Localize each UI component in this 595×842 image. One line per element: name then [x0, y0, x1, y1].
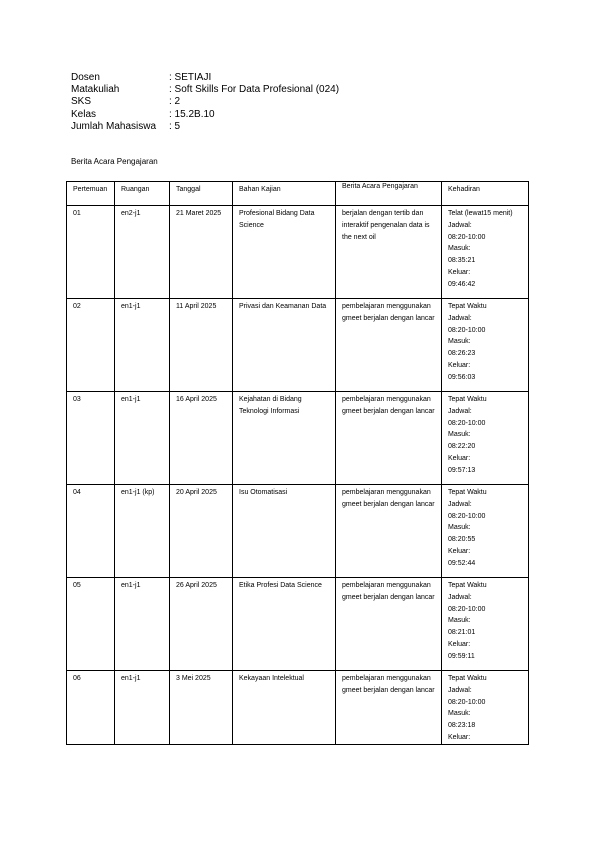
kehadiran-status: Tepat Waktu: [448, 489, 487, 496]
cell-berita-acara: pembelajaran menggunakan gmeet berjalan dengan lancar: [336, 578, 442, 671]
kehadiran-status: Tepat Waktu: [448, 582, 487, 589]
kehadiran-line: 08:35:21: [448, 257, 476, 265]
kehadiran-line: 08:26:23: [448, 350, 476, 358]
kehadiran-line: 08:20:55: [448, 536, 476, 544]
kehadiran-line: 08:20-10:00: [448, 419, 486, 427]
cell-ruangan: en2-j1: [115, 206, 170, 299]
table-row: [67, 299, 529, 392]
kehadiran-line: 08:21:01: [448, 629, 476, 637]
kehadiran-line: Keluar:: [448, 268, 471, 276]
cell-kehadiran: [442, 485, 529, 578]
info-label: Matakuliah: [71, 84, 120, 96]
kehadiran-line: Jadwal:: [448, 314, 472, 322]
cell-tanggal: 20 April 2025: [170, 485, 233, 578]
cell-bahan-kajian: Kekayaan Intelektual: [233, 671, 336, 745]
cell-bahan-kajian: Privasi dan Keamanan Data: [233, 299, 336, 392]
kehadiran-line: Masuk:: [448, 245, 471, 253]
header-pertemuan: Pertemuan: [67, 182, 115, 206]
cell-bahan-kajian: Profesional Bidang Data Science: [233, 206, 336, 299]
cell-tanggal: 16 April 2025: [170, 392, 233, 485]
cell-kehadiran: [442, 206, 529, 299]
kehadiran-line: 08:20-10:00: [448, 326, 486, 334]
cell-bahan-kajian: Etika Profesi Data Science: [233, 578, 336, 671]
cell-berita-acara: berjalan dengan tertib dan interaktif pengenalan data is the next oil: [336, 206, 442, 299]
table-row: [67, 485, 529, 578]
kehadiran-status: Tepat Waktu: [448, 396, 487, 403]
kehadiran-line: Jadwal:: [448, 593, 472, 601]
kehadiran-line: 08:20-10:00: [448, 605, 486, 613]
kehadiran-line: Masuk:: [448, 431, 471, 439]
info-label: SKS: [71, 96, 92, 108]
kehadiran-line: Keluar:: [448, 454, 471, 462]
kehadiran-line: Jadwal:: [448, 407, 472, 415]
cell-pertemuan: 03: [67, 392, 115, 485]
cell-berita-acara: pembelajaran menggunakan gmeet berjalan dengan lancar: [336, 392, 442, 485]
kehadiran-line: Jadwal:: [448, 500, 472, 508]
kehadiran-line: Keluar:: [448, 547, 471, 555]
header-tanggal: Tanggal: [170, 182, 233, 206]
kehadiran-line: 09:46:42: [448, 280, 476, 288]
cell-pertemuan: 05: [67, 578, 115, 671]
cell-pertemuan: 04: [67, 485, 115, 578]
table-header-row: [67, 182, 529, 206]
cell-ruangan: en1-j1: [115, 671, 170, 745]
info-value: : 5: [169, 120, 181, 132]
kehadiran-line: 09:56:03: [448, 373, 476, 381]
info-row-dosen: [71, 72, 339, 84]
table-row: [67, 206, 529, 299]
cell-tanggal: 21 Maret 2025: [170, 206, 233, 299]
kehadiran-line: 08:20-10:00: [448, 698, 486, 706]
info-row-jumlah-mahasiswa: [71, 121, 339, 133]
info-label: Dosen: [71, 72, 100, 83]
cell-pertemuan: 06: [67, 671, 115, 745]
table-row: [67, 671, 529, 745]
cell-kehadiran: [442, 578, 529, 671]
kehadiran-line: Jadwal:: [448, 686, 472, 694]
info-value: : Soft Skills For Data Profesional (024): [169, 84, 340, 96]
cell-pertemuan: 02: [67, 299, 115, 392]
kehadiran-line: 09:57:13: [448, 466, 476, 474]
info-row-sks: [71, 96, 339, 108]
kehadiran-status: Tepat Waktu: [448, 303, 487, 310]
kehadiran-line: Jadwal:: [448, 221, 472, 229]
cell-berita-acara: pembelajaran menggunakan gmeet berjalan dengan lancar: [336, 671, 442, 745]
info-value: : SETIAJI: [169, 72, 212, 83]
kehadiran-line: 08:23:18: [448, 722, 476, 730]
kehadiran-status: Tepat Waktu: [448, 675, 487, 682]
header-ruangan: Ruangan: [115, 182, 170, 206]
kehadiran-line: Keluar:: [448, 361, 471, 369]
header-kehadiran: Kehadiran: [442, 182, 529, 206]
kehadiran-line: 08:20-10:00: [448, 233, 486, 241]
berita-acara-table: [66, 181, 529, 745]
info-value: : 15.2B.10: [169, 108, 215, 120]
kehadiran-line: Masuk:: [448, 524, 471, 532]
header-berita-acara: Berita Acara Pengajaran: [336, 182, 442, 206]
cell-pertemuan: 01: [67, 206, 115, 299]
cell-kehadiran: [442, 299, 529, 392]
section-title: Berita Acara Pengajaran: [71, 157, 158, 166]
kehadiran-line: 09:52:44: [448, 559, 476, 567]
cell-tanggal: 26 April 2025: [170, 578, 233, 671]
kehadiran-line: Masuk:: [448, 338, 471, 346]
info-row-matakuliah: [71, 84, 339, 96]
cell-ruangan: en1-j1: [115, 299, 170, 392]
info-row-kelas: [71, 109, 339, 121]
cell-kehadiran: [442, 671, 529, 745]
course-info: [71, 72, 339, 133]
cell-bahan-kajian: Kejahatan di Bidang Teknologi Informasi: [233, 392, 336, 485]
header-bahan-kajian: Bahan Kajian: [233, 182, 336, 206]
cell-ruangan: en1-j1 (kp): [115, 485, 170, 578]
table-row: [67, 578, 529, 671]
info-value: : 2: [169, 96, 181, 108]
kehadiran-line: 09:59:11: [448, 652, 475, 660]
cell-kehadiran: [442, 392, 529, 485]
kehadiran-line: Masuk:: [448, 710, 471, 718]
cell-berita-acara: pembelajaran menggunakan gmeet berjalan dengan lancar: [336, 485, 442, 578]
kehadiran-status: Telat (lewat15 menit): [448, 210, 513, 217]
cell-berita-acara: pembelajaran menggunakan gmeet berjalan dengan lancar: [336, 299, 442, 392]
kehadiran-line: Masuk:: [448, 617, 471, 625]
info-label: Jumlah Mahasiswa: [71, 120, 157, 132]
table-row: [67, 392, 529, 485]
cell-tanggal: 3 Mei 2025: [170, 671, 233, 745]
kehadiran-line: 08:20-10:00: [448, 512, 486, 520]
cell-ruangan: en1-j1: [115, 578, 170, 671]
info-label: Kelas: [71, 108, 97, 120]
cell-bahan-kajian: Isu Otomatisasi: [233, 485, 336, 578]
cell-ruangan: en1-j1: [115, 392, 170, 485]
kehadiran-line: 08:22:20: [448, 443, 476, 451]
cell-tanggal: 11 April 2025: [170, 299, 233, 392]
kehadiran-line: Keluar:: [448, 733, 471, 741]
kehadiran-line: Keluar:: [448, 640, 471, 648]
